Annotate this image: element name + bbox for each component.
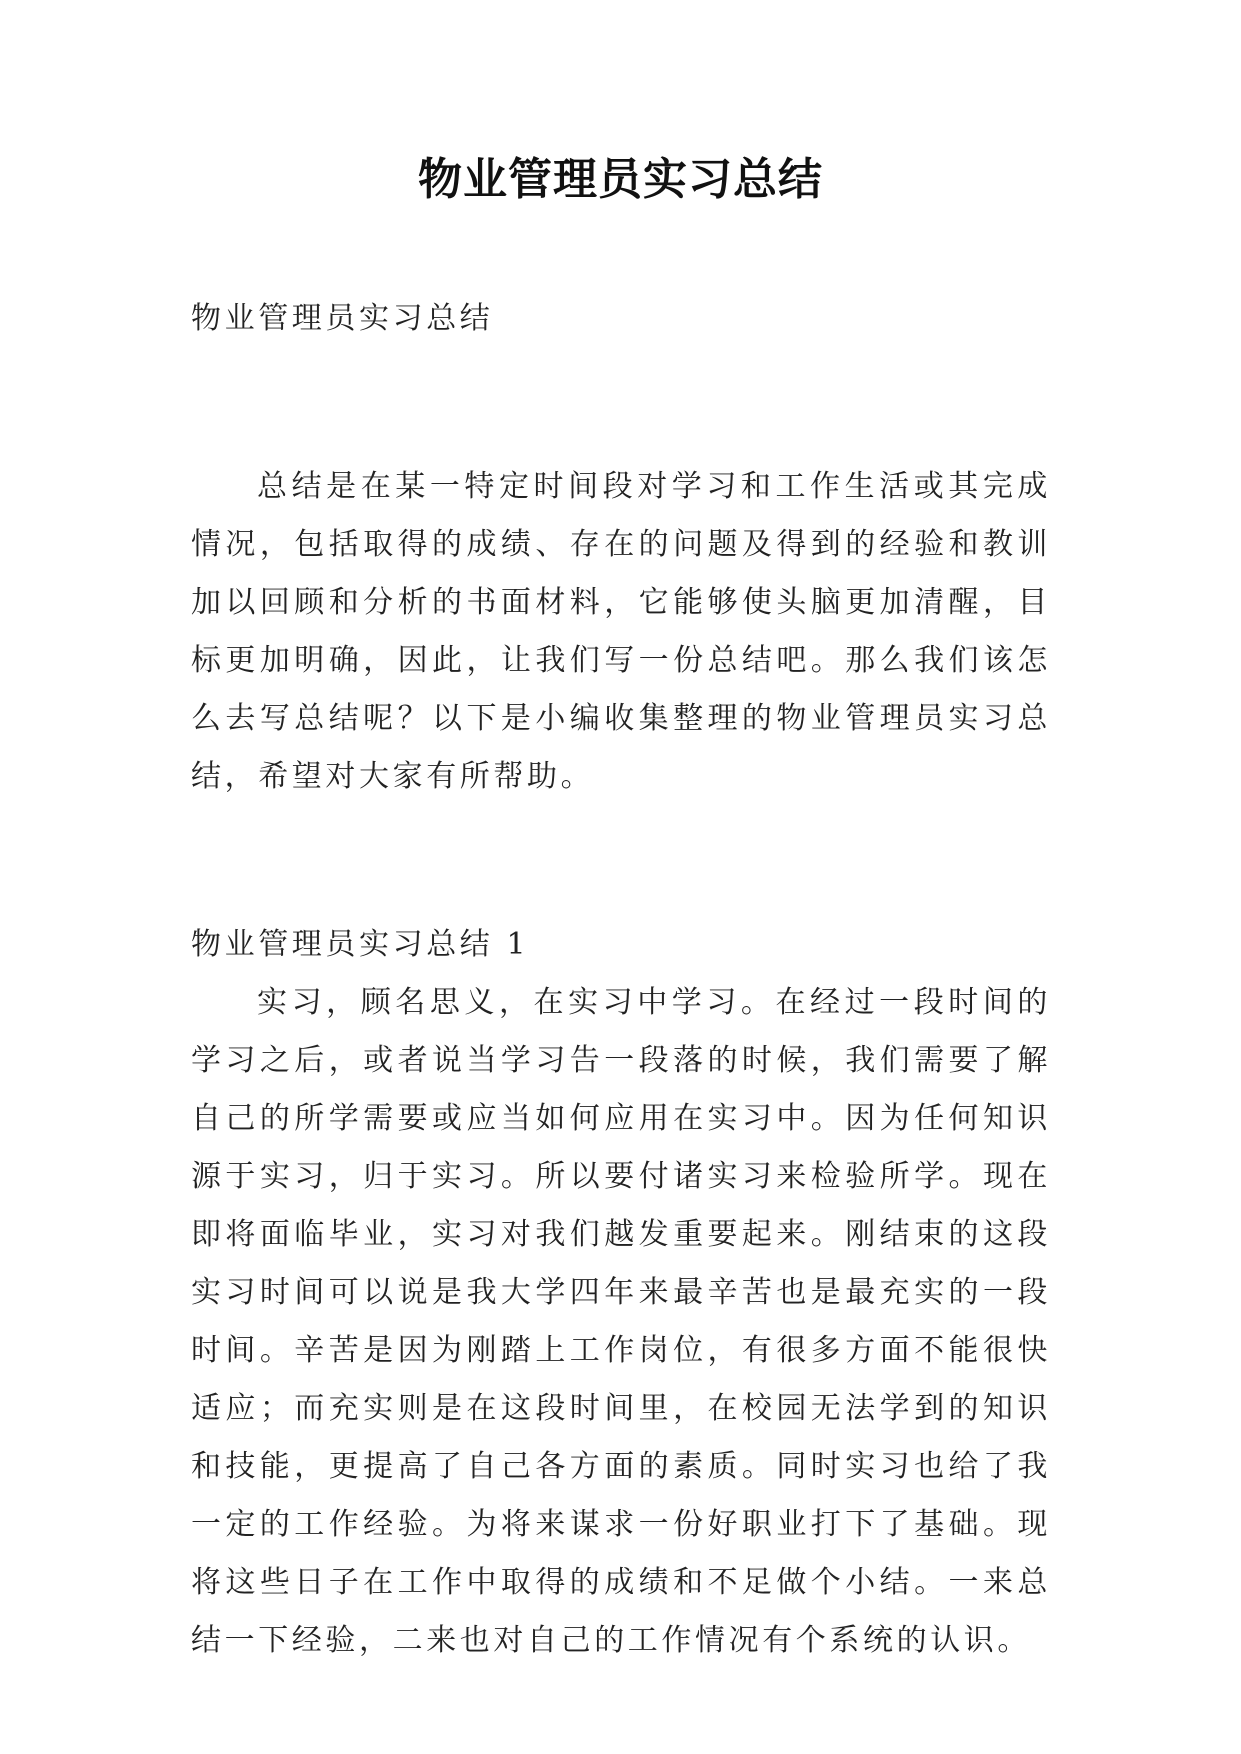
document-subtitle: 物业管理员实习总结 — [191, 301, 494, 336]
spacer — [191, 348, 1051, 406]
document-title: 物业管理员实习总结 — [418, 154, 823, 205]
document-body — [191, 290, 1051, 1670]
spacer — [191, 864, 1051, 916]
section-paragraph: 实习，顾名思义，在实习中学习。在经过一段时间的学习之后，或者说当学习告一段落的时候，我们需要了解自己的所学需要或应当如何应用在实习中。因为任何知识源于实习，归于实习。所以要付诸实习来检验所学。现在即将面临毕业，实习对我们越发重要起来。刚结束的这段实习时间可以说是我大学四年来最辛苦也是最充实的一段时间。辛苦是因为刚踏上工作岗位，有很多方面不能很快适应；而充实则是在这段时间里，在校园无法学到的知识和技能，更提高了自己各方面的素质。同时实习也给了我一定的工作经验。为将来谋求一份好职业打下了基础。现将这些日子在工作中取得的成绩和不足做个小结。一来总结一下经验，二来也对自己的工作情况有个系统的认识。 — [191, 985, 1051, 1658]
section-title: 物业管理员实习总结 1 — [191, 927, 530, 962]
intro-paragraph: 总结是在某一特定时间段对学习和工作生活或其完成情况，包括取得的成绩、存在的问题及得到的经验和教训加以回顾和分析的书面材料，它能够使头脑更加清醒，目标更加明确，因此，让我们写一份总结吧。那么我们该怎么去写总结呢？以下是小编收集整理的物业管理员实习总结，希望对大家有所帮助。 — [191, 469, 1051, 794]
spacer — [191, 806, 1051, 864]
spacer — [191, 406, 1051, 458]
